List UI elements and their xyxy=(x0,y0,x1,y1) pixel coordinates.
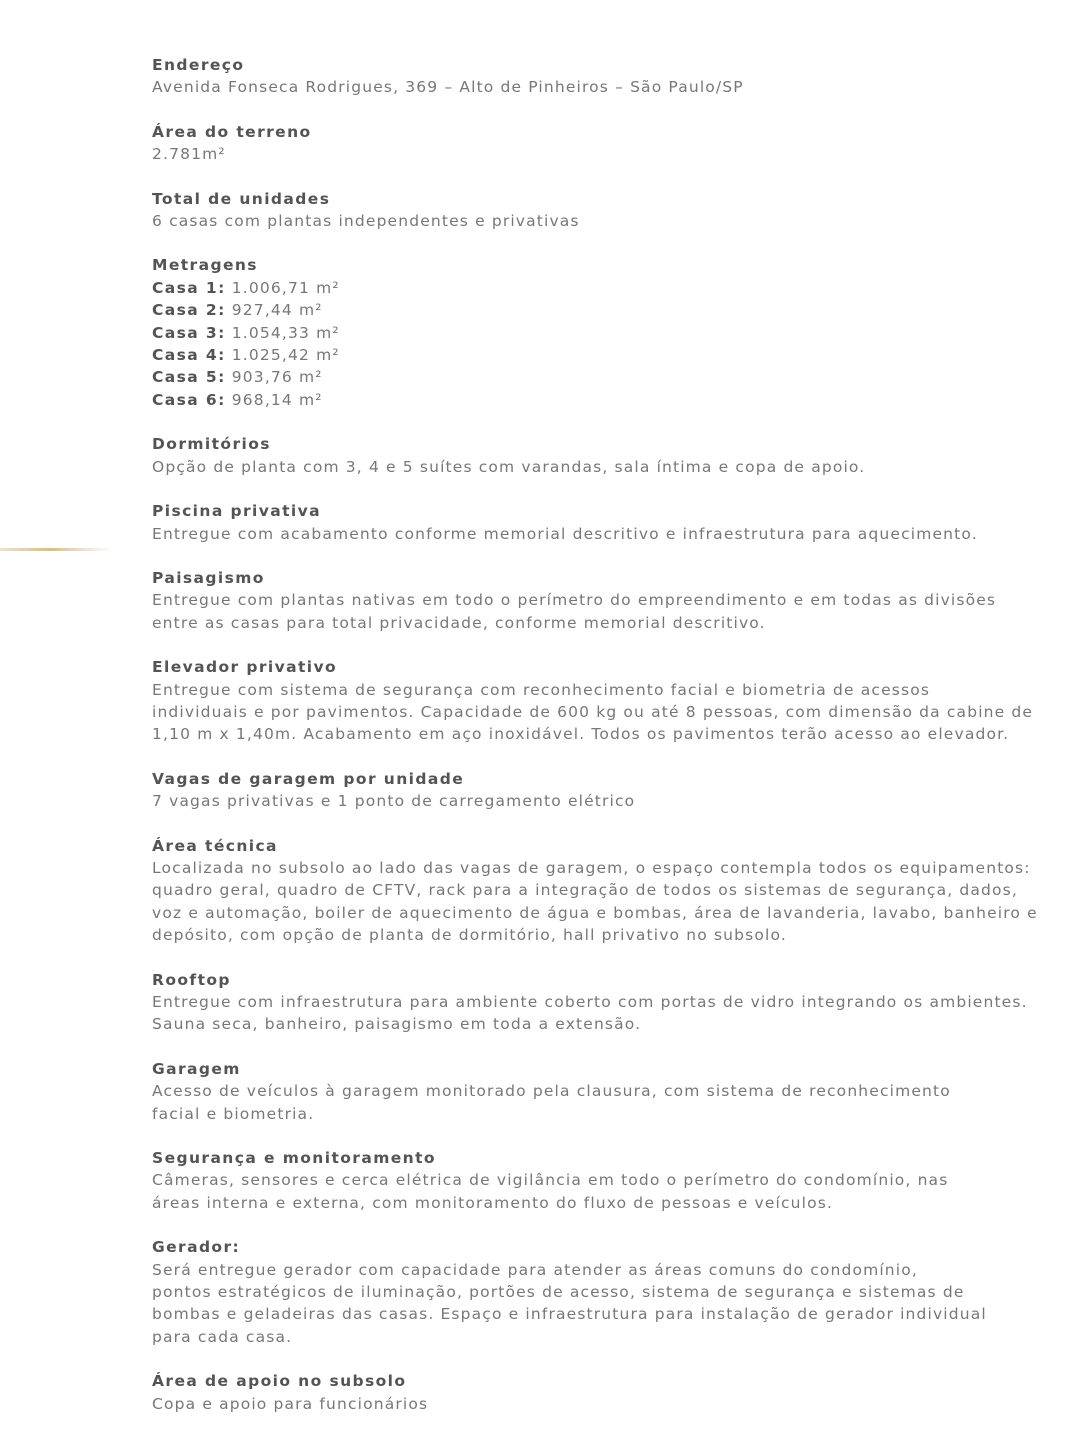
specs-document xyxy=(152,54,1042,1437)
spec-section xyxy=(152,188,1042,233)
section-text-line: Entregue com acabamento conforme memorial descritivo e infraestrutura para aquecimento. xyxy=(152,524,978,543)
section-text-line: pontos estratégicos de iluminação, portões de acesso, sistema de segurança e sistemas de xyxy=(152,1283,965,1302)
section-text-line: individuais e por pavimentos. Capacidade de 600 kg ou até 8 pessoas, com dimensão da cabine de xyxy=(152,702,1034,721)
section-text-line: áreas interna e externa, com monitoramento do fluxo de pessoas e veículos. xyxy=(152,1193,834,1212)
spec-section xyxy=(152,254,1042,411)
section-text-line: Copa e apoio para funcionários xyxy=(152,1394,429,1413)
section-text-line: Opção de planta com 3, 4 e 5 suítes com varandas, sala íntima e copa de apoio. xyxy=(152,457,866,476)
section-text-line: para cada casa. xyxy=(152,1327,293,1346)
casa-area-row xyxy=(152,322,1042,344)
section-text-line: quadro geral, quadro de CFTV, rack para a integração de todos os sistemas de segurança, dados, xyxy=(152,881,1018,900)
section-text-line: Entregue com sistema de segurança com reconhecimento facial e biometria de acessos xyxy=(152,680,931,699)
section-heading: Metragens xyxy=(152,256,258,275)
spec-section xyxy=(152,969,1042,1036)
spec-section xyxy=(152,1147,1042,1214)
section-text-line: 7 vagas privativas e 1 ponto de carregamento elétrico xyxy=(152,792,636,811)
section-text-line: Entregue com infraestrutura para ambiente coberto com portas de vidro integrando os ambientes. xyxy=(152,993,1028,1011)
section-heading: Vagas de garagem por unidade xyxy=(152,769,465,788)
casa-area-row xyxy=(152,344,1042,366)
section-text-line: Avenida Fonseca Rodrigues, 369 – Alto de Pinheiros – São Paulo/SP xyxy=(152,78,744,97)
casa-label: Casa 3: xyxy=(152,323,226,342)
section-text-line: facial e biometria. xyxy=(152,1104,315,1123)
spec-section xyxy=(152,656,1042,746)
casa-area-row xyxy=(152,366,1042,388)
section-heading: Endereço xyxy=(152,56,245,74)
casa-area-value: 968,14 m² xyxy=(231,390,323,409)
spec-section xyxy=(152,54,1042,99)
spec-section xyxy=(152,1370,1042,1415)
section-text-line: Sauna seca, banheiro, paisagismo em toda a extensão. xyxy=(152,1015,642,1034)
spec-section xyxy=(152,1236,1042,1348)
section-text-line: voz e automação, boiler de aquecimento de água e bombas, área de lavanderia, lavabo, banheiro e xyxy=(152,903,1038,922)
casa-label: Casa 5: xyxy=(152,368,226,387)
spec-section xyxy=(152,500,1042,545)
section-text-line: depósito, com opção de planta de dormitório, hall privativo no subsolo. xyxy=(152,926,787,945)
section-text-line: 2.781m² xyxy=(152,145,226,164)
spec-section xyxy=(152,121,1042,166)
spec-section xyxy=(152,433,1042,478)
section-heading: Área de apoio no subsolo xyxy=(152,1372,407,1391)
section-heading: Garagem xyxy=(152,1059,241,1078)
casa-area-row xyxy=(152,299,1042,321)
spec-section xyxy=(152,567,1042,634)
casa-area-value: 903,76 m² xyxy=(231,368,323,387)
section-text-line: 1,10 m x 1,40m. Acabamento em aço inoxidável. Todos os pavimentos terão acesso ao elevador. xyxy=(152,725,1010,744)
section-heading: Rooftop xyxy=(152,970,231,989)
section-heading: Piscina privativa xyxy=(152,502,321,521)
casa-label: Casa 2: xyxy=(152,301,226,320)
section-heading: Gerador: xyxy=(152,1238,241,1257)
section-heading: Dormitórios xyxy=(152,435,271,454)
section-text-line: Será entregue gerador com capacidade para atender as áreas comuns do condomínio, xyxy=(152,1260,918,1279)
section-text-line: entre as casas para total privacidade, conforme memorial descritivo. xyxy=(152,613,766,632)
casa-label: Casa 4: xyxy=(152,346,226,365)
section-heading: Área técnica xyxy=(152,836,278,855)
casa-label: Casa 6: xyxy=(152,390,226,409)
casa-area-value: 1.054,33 m² xyxy=(231,323,340,342)
casa-area-value: 1.006,71 m² xyxy=(231,278,340,297)
section-heading: Área do terreno xyxy=(152,122,312,141)
spec-section xyxy=(152,768,1042,813)
casa-area-row xyxy=(152,389,1042,411)
section-heading: Elevador privativo xyxy=(152,658,338,677)
section-heading: Total de unidades xyxy=(152,189,331,208)
section-text-line: bombas e geladeiras das casas. Espaço e infraestrutura para instalação de gerador individual xyxy=(152,1305,987,1324)
casa-area-value: 927,44 m² xyxy=(231,301,323,320)
spec-section xyxy=(152,1058,1042,1125)
casa-area-row xyxy=(152,277,1042,299)
section-text-line: Acesso de veículos à garagem monitorado pela clausura, com sistema de reconhecimento xyxy=(152,1082,951,1101)
gold-accent-line xyxy=(0,548,112,551)
spec-section xyxy=(152,835,1042,947)
section-text-line: 6 casas com plantas independentes e privativas xyxy=(152,212,580,231)
casa-label: Casa 1: xyxy=(152,278,226,297)
section-heading: Paisagismo xyxy=(152,568,265,587)
section-text-line: Entregue com plantas nativas em todo o perímetro do empreendimento e em todas as divisões xyxy=(152,591,997,610)
section-heading: Segurança e monitoramento xyxy=(152,1149,436,1168)
casa-area-value: 1.025,42 m² xyxy=(231,346,340,365)
section-text-line: Localizada no subsolo ao lado das vagas de garagem, o espaço contempla todos os equipamentos: xyxy=(152,858,1031,877)
section-text-line: Câmeras, sensores e cerca elétrica de vigilância em todo o perímetro do condomínio, nas xyxy=(152,1171,949,1190)
